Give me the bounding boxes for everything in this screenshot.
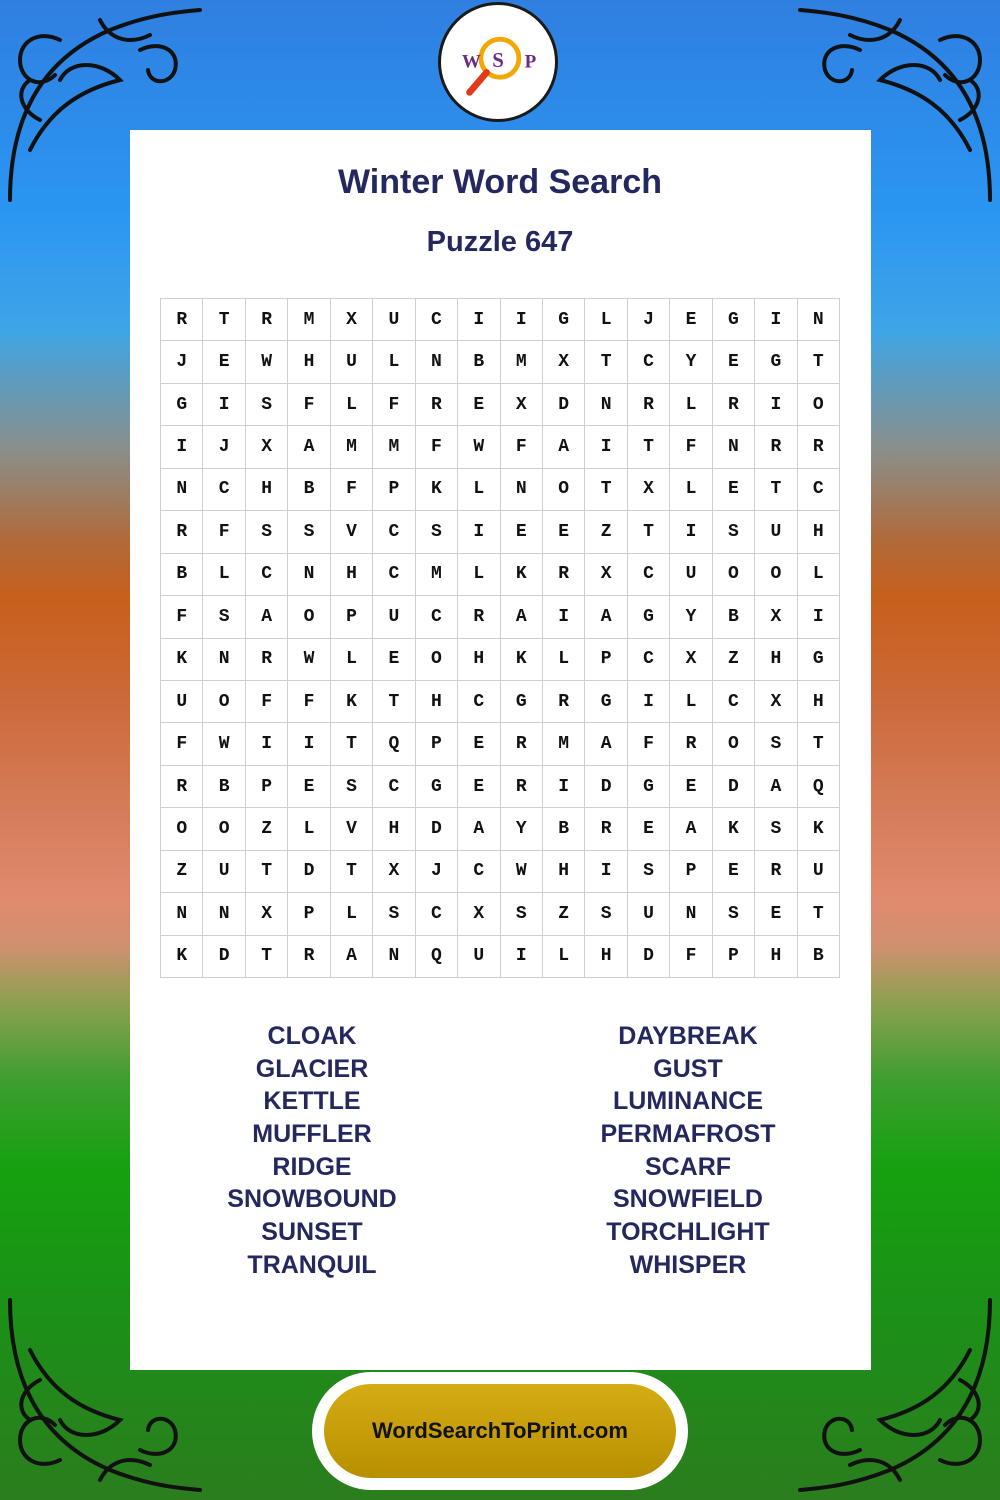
grid-cell[interactable]: A (246, 596, 288, 638)
grid-cell[interactable]: T (585, 341, 627, 383)
grid-cell[interactable]: P (416, 723, 458, 765)
grid-cell[interactable]: F (331, 469, 373, 511)
grid-cell[interactable]: W (288, 639, 330, 681)
grid-cell[interactable]: U (373, 299, 415, 341)
grid-cell[interactable]: C (373, 511, 415, 553)
grid-cell[interactable]: L (670, 384, 712, 426)
letter-grid (160, 298, 840, 978)
grid-cell[interactable]: N (161, 469, 203, 511)
grid-cell[interactable]: C (628, 639, 670, 681)
grid-cell[interactable]: I (501, 936, 543, 978)
grid-cell[interactable]: T (798, 893, 840, 935)
grid-cell[interactable]: W (501, 851, 543, 893)
grid-cell[interactable]: T (203, 299, 245, 341)
grid-cell[interactable]: X (628, 469, 670, 511)
grid-cell[interactable]: K (501, 554, 543, 596)
grid-cell[interactable]: Y (501, 808, 543, 850)
grid-cell[interactable]: R (501, 723, 543, 765)
grid-cell[interactable]: I (798, 596, 840, 638)
grid-cell[interactable]: X (670, 639, 712, 681)
grid-cell[interactable]: E (203, 341, 245, 383)
grid-cell[interactable]: K (161, 936, 203, 978)
grid-cell[interactable]: I (628, 681, 670, 723)
page-title: Winter Word Search (337, 163, 662, 201)
grid-cell[interactable]: B (161, 554, 203, 596)
grid-cell[interactable]: S (373, 893, 415, 935)
grid-cell[interactable]: R (246, 639, 288, 681)
grid-cell[interactable]: G (161, 384, 203, 426)
word-list-item: GUST (653, 1054, 723, 1083)
grid-cell[interactable]: C (458, 681, 500, 723)
grid-cell[interactable]: X (585, 554, 627, 596)
grid-cell[interactable]: I (288, 723, 330, 765)
grid-cell[interactable]: O (203, 808, 245, 850)
grid-cell[interactable]: A (585, 723, 627, 765)
grid-cell[interactable]: I (501, 299, 543, 341)
grid-cell[interactable]: M (288, 299, 330, 341)
grid-cell[interactable]: D (288, 851, 330, 893)
grid-cell[interactable]: K (501, 639, 543, 681)
grid-cell[interactable]: I (203, 384, 245, 426)
grid-cell[interactable]: N (161, 893, 203, 935)
grid-cell[interactable]: E (755, 893, 797, 935)
grid-cell[interactable]: L (670, 681, 712, 723)
grid-cell[interactable]: N (585, 384, 627, 426)
grid-cell[interactable]: B (458, 341, 500, 383)
grid-cell[interactable]: L (458, 469, 500, 511)
grid-cell[interactable]: R (670, 723, 712, 765)
word-list-item: SUNSET (261, 1218, 363, 1247)
grid-cell[interactable]: P (713, 936, 755, 978)
grid-cell[interactable]: D (628, 936, 670, 978)
grid-cell[interactable]: K (331, 681, 373, 723)
footer-link[interactable]: WordSearchToPrint.com (372, 1418, 628, 1443)
word-list-item: DAYBREAK (618, 1022, 758, 1050)
grid-cell[interactable]: E (713, 469, 755, 511)
grid-cell[interactable]: T (246, 851, 288, 893)
grid-cell[interactable]: T (798, 341, 840, 383)
grid-cell[interactable]: R (161, 299, 203, 341)
grid-cell[interactable]: S (585, 893, 627, 935)
grid-cell[interactable]: C (416, 893, 458, 935)
grid-cell[interactable]: H (585, 936, 627, 978)
grid-cell[interactable]: P (246, 766, 288, 808)
grid-cell[interactable]: C (458, 851, 500, 893)
grid-cell[interactable]: F (416, 426, 458, 468)
grid-cell[interactable]: T (246, 936, 288, 978)
grid-cell[interactable]: R (161, 511, 203, 553)
grid-cell[interactable]: L (331, 639, 373, 681)
grid-cell[interactable]: R (585, 808, 627, 850)
grid-cell[interactable]: O (416, 639, 458, 681)
grid-cell[interactable]: C (628, 341, 670, 383)
grid-cell[interactable]: Z (585, 511, 627, 553)
word-list-item: RIDGE (272, 1152, 352, 1181)
grid-cell[interactable]: X (331, 299, 373, 341)
grid-cell[interactable]: G (755, 341, 797, 383)
grid-cell[interactable]: O (543, 469, 585, 511)
grid-cell[interactable]: U (203, 851, 245, 893)
grid-cell[interactable]: G (628, 766, 670, 808)
grid-cell[interactable]: X (543, 341, 585, 383)
grid-cell[interactable]: S (331, 766, 373, 808)
grid-cell[interactable]: I (161, 426, 203, 468)
grid-cell[interactable]: A (755, 766, 797, 808)
grid-cell[interactable]: Z (713, 639, 755, 681)
grid-cell[interactable]: A (543, 426, 585, 468)
logo-letter-p: P (524, 51, 537, 73)
grid-cell[interactable]: E (458, 766, 500, 808)
grid-cell[interactable]: S (246, 384, 288, 426)
grid-cell[interactable]: Q (798, 766, 840, 808)
grid-cell[interactable]: F (161, 723, 203, 765)
grid-cell[interactable]: G (798, 639, 840, 681)
grid-cell[interactable]: W (458, 426, 500, 468)
grid-cell[interactable]: B (543, 808, 585, 850)
grid-cell[interactable]: G (585, 681, 627, 723)
grid-cell[interactable]: B (798, 936, 840, 978)
grid-cell[interactable]: H (798, 511, 840, 553)
wsp-logo[interactable] (438, 2, 558, 122)
grid-cell[interactable]: F (670, 936, 712, 978)
grid-cell[interactable]: N (203, 639, 245, 681)
grid-cell[interactable]: T (628, 426, 670, 468)
grid-cell[interactable]: Z (246, 808, 288, 850)
grid-cell[interactable]: O (755, 554, 797, 596)
grid-cell[interactable]: L (331, 893, 373, 935)
grid-cell[interactable]: G (713, 299, 755, 341)
grid-cell[interactable]: H (458, 639, 500, 681)
grid-cell[interactable]: L (373, 341, 415, 383)
word-list-right (538, 1020, 838, 1282)
grid-cell[interactable]: R (755, 426, 797, 468)
grid-cell[interactable]: I (755, 384, 797, 426)
grid-cell[interactable]: J (416, 851, 458, 893)
grid-cell[interactable]: I (246, 723, 288, 765)
grid-cell[interactable]: V (331, 511, 373, 553)
grid-cell[interactable]: W (246, 341, 288, 383)
grid-cell[interactable]: R (246, 299, 288, 341)
grid-cell[interactable]: L (798, 554, 840, 596)
grid-cell[interactable]: F (203, 511, 245, 553)
grid-cell[interactable]: S (628, 851, 670, 893)
grid-cell[interactable]: E (713, 851, 755, 893)
word-list-item: MUFFLER (252, 1120, 372, 1149)
grid-cell[interactable]: U (628, 893, 670, 935)
grid-cell[interactable]: P (288, 893, 330, 935)
grid-cell[interactable]: D (713, 766, 755, 808)
grid-cell[interactable]: C (373, 554, 415, 596)
grid-cell[interactable]: A (670, 808, 712, 850)
word-list-item: LUMINANCE (613, 1087, 763, 1116)
grid-cell[interactable]: S (713, 511, 755, 553)
grid-cell[interactable]: I (755, 299, 797, 341)
grid-cell[interactable]: E (670, 299, 712, 341)
grid-cell[interactable]: F (288, 681, 330, 723)
grid-cell[interactable]: R (755, 851, 797, 893)
grid-cell[interactable]: L (458, 554, 500, 596)
word-list-item: PERMAFROST (600, 1120, 776, 1149)
grid-cell[interactable]: S (713, 893, 755, 935)
grid-cell[interactable]: B (288, 469, 330, 511)
grid-cell[interactable]: S (755, 723, 797, 765)
grid-cell[interactable]: H (755, 639, 797, 681)
grid-cell[interactable]: A (585, 596, 627, 638)
grid-cell[interactable]: H (373, 808, 415, 850)
grid-cell[interactable]: R (543, 554, 585, 596)
grid-cell[interactable]: H (543, 851, 585, 893)
grid-cell[interactable]: O (713, 554, 755, 596)
grid-cell[interactable]: I (458, 299, 500, 341)
grid-cell[interactable]: P (331, 596, 373, 638)
grid-cell[interactable]: B (203, 766, 245, 808)
grid-cell[interactable]: R (458, 596, 500, 638)
grid-cell[interactable]: N (373, 936, 415, 978)
word-list-item: TRANQUIL (247, 1250, 377, 1279)
grid-cell[interactable]: Z (161, 851, 203, 893)
grid-cell[interactable]: U (670, 554, 712, 596)
grid-cell[interactable]: Y (670, 341, 712, 383)
grid-cell[interactable]: D (416, 808, 458, 850)
grid-cell[interactable]: N (203, 893, 245, 935)
grid-cell[interactable]: C (713, 681, 755, 723)
grid-cell[interactable]: F (628, 723, 670, 765)
grid-cell[interactable]: G (543, 299, 585, 341)
grid-cell[interactable]: M (501, 341, 543, 383)
grid-cell[interactable]: F (501, 426, 543, 468)
grid-cell[interactable]: L (670, 469, 712, 511)
grid-cell[interactable]: C (246, 554, 288, 596)
grid-cell[interactable]: U (331, 341, 373, 383)
grid-cell[interactable]: O (203, 681, 245, 723)
grid-cell[interactable]: J (203, 426, 245, 468)
grid-cell[interactable]: H (288, 341, 330, 383)
grid-cell[interactable]: E (543, 511, 585, 553)
grid-cell[interactable]: P (670, 851, 712, 893)
grid-cell[interactable]: S (755, 808, 797, 850)
grid-cell[interactable]: K (713, 808, 755, 850)
grid-cell[interactable]: H (755, 936, 797, 978)
grid-cell[interactable]: H (246, 469, 288, 511)
grid-cell[interactable]: S (246, 511, 288, 553)
grid-cell[interactable]: S (416, 511, 458, 553)
grid-cell[interactable]: R (543, 681, 585, 723)
grid-cell[interactable]: E (373, 639, 415, 681)
grid-cell[interactable]: U (373, 596, 415, 638)
grid-cell[interactable]: X (501, 384, 543, 426)
grid-cell[interactable]: X (373, 851, 415, 893)
grid-cell[interactable]: M (416, 554, 458, 596)
grid-cell[interactable]: E (501, 511, 543, 553)
grid-cell[interactable]: T (798, 723, 840, 765)
grid-cell[interactable]: R (628, 384, 670, 426)
grid-cell[interactable]: E (628, 808, 670, 850)
grid-cell[interactable]: H (331, 554, 373, 596)
grid-cell[interactable]: T (331, 723, 373, 765)
grid-cell[interactable]: O (161, 808, 203, 850)
grid-cell[interactable]: U (755, 511, 797, 553)
grid-cell[interactable]: S (288, 511, 330, 553)
grid-cell[interactable]: W (203, 723, 245, 765)
logo-letter-w: W (461, 51, 481, 73)
grid-cell[interactable]: A (501, 596, 543, 638)
grid-cell[interactable]: S (203, 596, 245, 638)
grid-cell[interactable]: N (501, 469, 543, 511)
grid-cell[interactable]: R (713, 384, 755, 426)
grid-cell[interactable]: S (501, 893, 543, 935)
grid-cell[interactable]: I (585, 426, 627, 468)
grid-cell[interactable]: C (416, 596, 458, 638)
word-list-item: SCARF (644, 1152, 732, 1181)
grid-cell[interactable]: E (458, 384, 500, 426)
grid-cell[interactable]: N (713, 426, 755, 468)
grid-cell[interactable]: N (798, 299, 840, 341)
grid-cell[interactable]: R (798, 426, 840, 468)
grid-cell[interactable]: D (543, 384, 585, 426)
grid-cell[interactable]: N (288, 554, 330, 596)
grid-cell[interactable]: T (755, 469, 797, 511)
word-list-item: SNOWFIELD (613, 1185, 763, 1214)
grid-cell[interactable]: N (670, 893, 712, 935)
grid-cell[interactable]: X (246, 426, 288, 468)
word-list-item: SNOWBOUND (227, 1185, 397, 1214)
grid-cell[interactable]: R (416, 384, 458, 426)
word-list-item: CLOAK (267, 1022, 357, 1050)
grid-cell[interactable]: C (416, 299, 458, 341)
grid-cell[interactable]: U (161, 681, 203, 723)
footer-banner[interactable] (312, 1372, 688, 1490)
grid-cell[interactable]: K (161, 639, 203, 681)
grid-cell[interactable]: T (628, 511, 670, 553)
grid-cell[interactable]: F (670, 426, 712, 468)
grid-cell[interactable]: M (373, 426, 415, 468)
grid-cell[interactable]: O (798, 384, 840, 426)
grid-cell[interactable]: V (331, 808, 373, 850)
grid-cell[interactable]: Y (670, 596, 712, 638)
grid-cell[interactable]: K (798, 808, 840, 850)
grid-cell[interactable]: E (670, 766, 712, 808)
grid-cell[interactable]: F (373, 384, 415, 426)
grid-cell[interactable]: T (373, 681, 415, 723)
grid-cell[interactable]: I (543, 596, 585, 638)
grid-cell[interactable]: I (670, 511, 712, 553)
logo-letter-s: S (492, 47, 504, 72)
word-list-item: WHISPER (629, 1250, 747, 1279)
grid-cell[interactable]: L (543, 639, 585, 681)
grid-cell[interactable]: A (331, 936, 373, 978)
grid-cell[interactable]: A (288, 426, 330, 468)
grid-cell[interactable]: C (203, 469, 245, 511)
puzzle-number: Puzzle 647 (426, 226, 574, 258)
grid-cell[interactable]: C (798, 469, 840, 511)
grid-cell[interactable]: P (373, 469, 415, 511)
grid-cell[interactable]: F (246, 681, 288, 723)
grid-cell[interactable]: J (161, 341, 203, 383)
grid-cell[interactable]: I (585, 851, 627, 893)
grid-cell[interactable]: Q (416, 936, 458, 978)
grid-cell[interactable]: U (458, 936, 500, 978)
grid-cell[interactable]: A (458, 808, 500, 850)
grid-cell[interactable]: L (203, 554, 245, 596)
word-list-item: TORCHLIGHT (606, 1218, 770, 1247)
grid-cell[interactable]: I (543, 766, 585, 808)
grid-cell[interactable]: X (755, 681, 797, 723)
grid-cell[interactable]: G (628, 596, 670, 638)
grid-cell[interactable]: C (373, 766, 415, 808)
footer-button[interactable] (324, 1384, 676, 1478)
grid-cell[interactable]: D (585, 766, 627, 808)
grid-cell[interactable]: M (331, 426, 373, 468)
grid-cell[interactable]: X (755, 596, 797, 638)
grid-cell[interactable]: F (288, 384, 330, 426)
grid-cell[interactable]: X (458, 893, 500, 935)
grid-cell[interactable]: P (585, 639, 627, 681)
grid-cell[interactable]: N (416, 341, 458, 383)
grid-cell[interactable]: L (543, 936, 585, 978)
grid-cell[interactable]: C (628, 554, 670, 596)
grid-cell[interactable]: D (203, 936, 245, 978)
grid-cell[interactable]: I (458, 511, 500, 553)
grid-cell[interactable]: E (713, 341, 755, 383)
grid-cell[interactable]: R (161, 766, 203, 808)
grid-cell[interactable]: L (331, 384, 373, 426)
grid-cell[interactable]: L (585, 299, 627, 341)
grid-cell[interactable]: R (288, 936, 330, 978)
grid-cell[interactable]: T (585, 469, 627, 511)
grid-cell[interactable]: J (628, 299, 670, 341)
grid-cell[interactable]: R (501, 766, 543, 808)
grid-cell[interactable]: Z (543, 893, 585, 935)
grid-cell[interactable]: T (331, 851, 373, 893)
grid-cell[interactable]: H (798, 681, 840, 723)
grid-cell[interactable]: B (713, 596, 755, 638)
grid-cell[interactable]: G (416, 766, 458, 808)
grid-cell[interactable]: L (288, 808, 330, 850)
grid-cell[interactable]: X (246, 893, 288, 935)
grid-cell[interactable]: K (416, 469, 458, 511)
grid-cell[interactable]: M (543, 723, 585, 765)
grid-cell[interactable]: H (416, 681, 458, 723)
grid-cell[interactable]: O (713, 723, 755, 765)
word-list-left (162, 1020, 462, 1282)
grid-cell[interactable]: O (288, 596, 330, 638)
grid-cell[interactable]: U (798, 851, 840, 893)
grid-cell[interactable]: F (161, 596, 203, 638)
grid-cell[interactable]: E (288, 766, 330, 808)
word-list-item: KETTLE (263, 1087, 361, 1116)
word-list-item: GLACIER (255, 1054, 369, 1083)
grid-cell[interactable]: E (458, 723, 500, 765)
grid-cell[interactable]: Q (373, 723, 415, 765)
grid-cell[interactable]: G (501, 681, 543, 723)
